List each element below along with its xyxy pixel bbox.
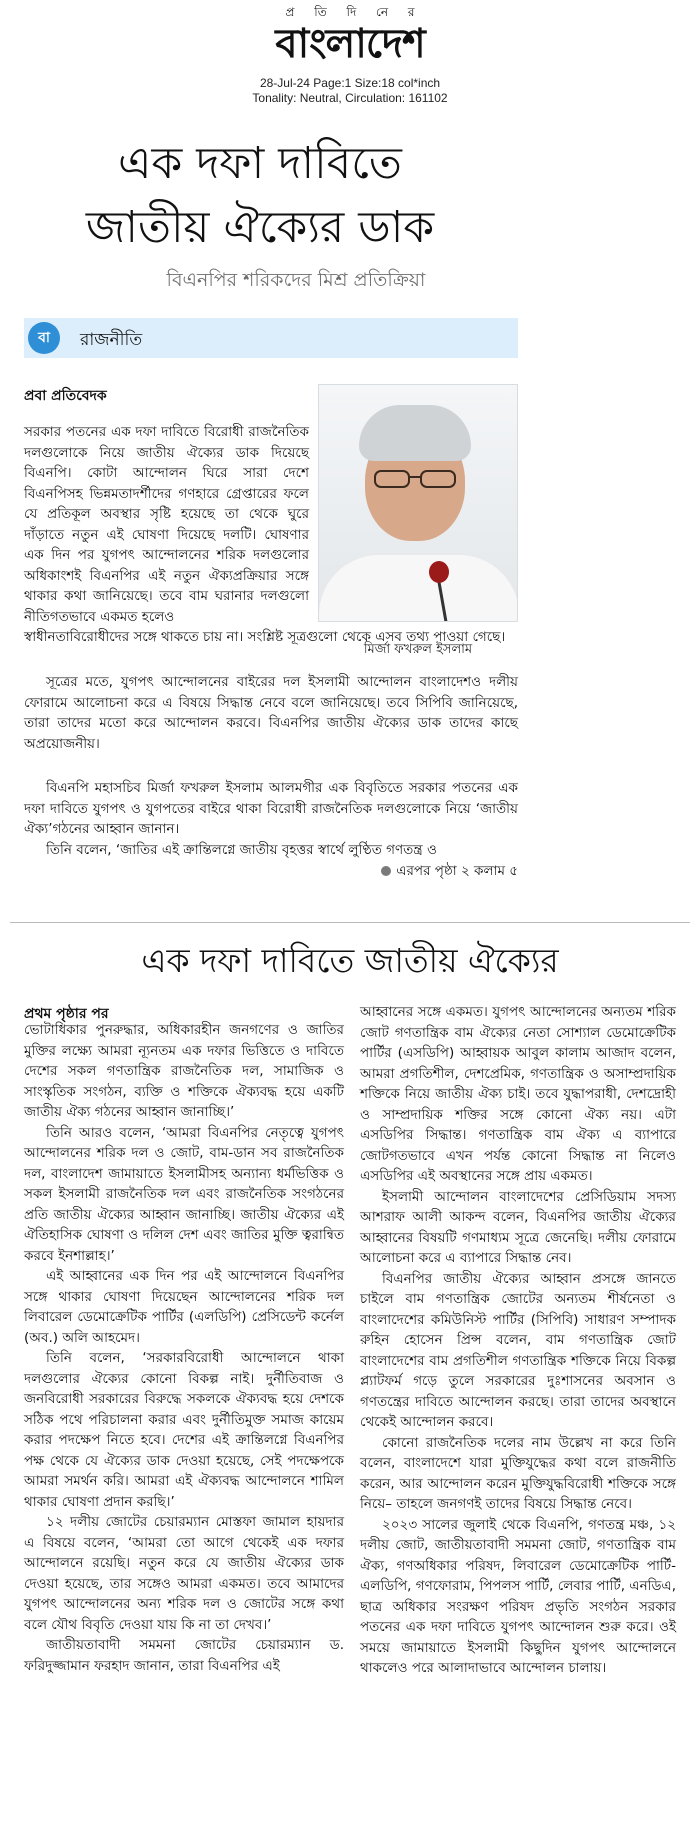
article2-right-paragraph: কোনো রাজনৈতিক দলের নাম উল্লেখ না করে তিনি বলেন, বাংলাদেশে যারা মুক্তিযুদ্ধের কথা বলে রাজনীতি করেন, আর আন্দোলন করেন মুক্তিযুদ্ধবিরোধী শক্তিকে সঙ্গে নিয়ে– তাহলে জনগণই তাদের বিষয়ে সিদ্ধান্ত নেবে। — [360, 1434, 676, 1512]
article1-deck: বিএনপির শরিকদের মিশ্র প্রতিক্রিয়া — [166, 269, 426, 291]
article2-right-paragraph: আহ্বানের সঙ্গে একমত। যুগপৎ আন্দোলনের অন্যতম শরিক জোট গণতান্ত্রিক বাম ঐক্যের নেতা সোশ্যাল ডেমোক্রেটিক পার্টির (এসডিপি) আহ্বায়ক আবুল কালাম আজাদ বলেন, আমরা প্রগতিশীল, দেশপ্রেমিক, গণতান্ত্রিক ও অসাম্প্রদায়িক শক্তিকে নিয়ে জাতীয় ঐক্য চাই। তবে যুদ্ধাপরাধী, দেশদ্রোহী ও সাম্প্রদায়িক শক্তির সঙ্গে কোনো ঐক্য নয়। এটা এসডিপির সিদ্ধান্ত। গণতান্ত্রিক বাম ঐক্য এ ব্যাপারে জোটগতভাবে এখন পর্যন্ত কোনো সিদ্ধান্ত না নিলেও এসডিপির এই অবস্থানের সঙ্গে প্রায় একমত। — [360, 1004, 676, 1184]
article1-paragraph-2: সূত্রের মতে, যুগপৎ আন্দোলনের বাইরের দল ইসলামী আন্দোলন বাংলাদেশও দলীয় ফোরামে আলোচনা করে এ বিষয়ে সিদ্ধান্ত নেবে বলে জানিয়েছে। তবে সিপিবি জানিয়েছে, তারা তাদের মতো করে আন্দোলন করবে। বিএনপির জাতীয় ঐক্যের ডাক তাদের কাছে অপ্রয়োজনীয়। — [24, 674, 518, 752]
bullet-dot-icon — [381, 866, 391, 876]
article2-left-paragraph: এই আহ্বানের এক দিন পর এই আন্দোলনে বিএনপির সঙ্গে থাকার ঘোষণা দিয়েছেন আন্দোলনের শরিক দল লিবারেল ডেমোক্রেটিক পার্টির (এলডিপি) প্রেসিডেন্ট কর্নেল (অব.) অলি আহমেদ। — [24, 1268, 344, 1346]
continuation-text: এরপর পৃষ্ঠা ২ কলাম ৫ — [396, 863, 518, 879]
article2-left-column — [24, 1020, 344, 1676]
meta-line-1: 28-Jul-24 Page:1 Size:18 col*inch — [259, 76, 441, 90]
article1-paragraph-3: বিএনপি মহাসচিব মির্জা ফখরুল ইসলাম আলমগীর এক বিবৃতিতে সরকার পতনের এক দফা দাবিতে যুগপৎ ও যুগপতের বাইরে থাকা বিরোধী রাজনৈতিক দলগুলোকে নিয়ে ‘জাতীয় ঐক্য’গঠনের আহ্বান জানান। — [24, 780, 518, 837]
microphone-icon — [429, 561, 449, 583]
article2-continued-label: প্রথম পৃষ্ঠার পর — [24, 1006, 109, 1022]
portrait-photo — [318, 384, 518, 622]
headline-line-2: জাতীয় ঐক্যের ডাক — [85, 202, 435, 253]
masthead — [0, 4, 700, 66]
photo-caption: মির্জা ফখরুল ইসলাম — [363, 642, 473, 657]
meta-line-2: Tonality: Neutral, Circulation: 161102 — [252, 91, 448, 105]
article2-right-column — [360, 1002, 676, 1679]
article2-left-paragraph: তিনি বলেন, ‘সরকারবিরোধী আন্দোলনে থাকা দলগুলোর ঐক্যের কোনো বিকল্প নাই। দুর্নীতিবাজ ও জনবিরোধী সরকারের বিরুদ্ধে সকলকে ঐক্যবদ্ধ হয়ে দেশকে সঠিক পথে পরিচালনা করার এবং দুর্নীতিমুক্ত সমাজ কায়েম করার পদক্ষেপ নিতে হবে। দেশের এই ক্রান্তিলগ্নে বিএনপির পক্ষ থেকে যে ঐক্যের ডাক দেওয়া হয়েছে, সেই পদক্ষেপকে আমরা সমর্থন করি। আমরা এই ঐক্যবদ্ধ আন্দোলনে শামিল থাকার ঘোষণা প্রদান করছি।’ — [24, 1350, 344, 1510]
article1-paragraph-4: তিনি বলেন, ‘জাতির এই ক্রান্তিলগ্নে জাতীয় বৃহত্তর স্বার্থে লুণ্ঠিত গণতন্ত্র ও — [46, 842, 437, 858]
article1-paragraph-1-end: স্বাধীনতাবিরোধীদের সঙ্গে থাকতে চায় না। সংশ্লিষ্ট সূত্রগুলো থেকে এসব তথ্য পাওয়া গেছে। — [24, 629, 506, 645]
section-badge-icon: বা — [28, 322, 60, 354]
portrait-hair — [359, 405, 471, 461]
article2-left-paragraph: তিনি আরও বলেন, ‘আমরা বিএনপির নেতৃত্বে যুগপৎ আন্দোলনের শরিক দল ও জোট, বাম-ডান সব রাজনৈতিক দল, বাংলাদেশ জামায়াতে ইসলামীসহ অন্যান্য ধর্মভিত্তিক ও সকল ইসলামী রাজনৈতিক দল এবং রাজনৈতিক সংগঠনের প্রতি জাতীয় ঐক্যের আহ্বান জানাচ্ছি। জাতীয় ঐক্যের এই ঐতিহাসিক ঘোষণা ও দলিল দেশ এবং জাতির মুক্তি ত্বরান্বিত করবে ইনশাল্লাহ।’ — [24, 1124, 344, 1264]
portrait-shirt — [319, 555, 518, 622]
section-label: রাজনীতি — [80, 330, 143, 350]
article2-left-paragraph: ভোটাধিকার পুনরুদ্ধার, অধিকারহীন জনগণের ও জাতির মুক্তির লক্ষ্যে আমরা ন্যূনতম এক দফার ভিত্তিতে ও দাবিতে দেশের সকল গণতান্ত্রিক রাজনৈতিক দল, সামাজিক ও সাংস্কৃতিক সংগঠন, ব্যক্তি ও শক্তিকে ঐক্যবদ্ধ হয়ে একটি জাতীয় ঐক্য গঠনের আহ্বান জানাচ্ছি।’ — [24, 1022, 344, 1120]
masthead-name: বাংলাদেশ — [275, 21, 425, 67]
continuation-note — [340, 860, 518, 883]
article1-paragraph-1: সরকার পতনের এক দফা দাবিতে বিরোধী রাজনৈতিক দলগুলোকে নিয়ে জাতীয় ঐক্যের ডাক দিয়েছে বিএনপি। কোটা আন্দোলন ঘিরে সারা দেশে বিএনপিসহ ভিন্নমতাদর্শীদের গণহারে গ্রেপ্তারের ফলে যে প্রতিকূল অবস্থার সৃষ্টি হয়েছে তা থেকে ঘুরে দাঁড়াতে নতুন এই ঘোষণা দিয়েছে দলটি। ঘোষণার এক দিন পর যুগপৎ আন্দোলনের শরিক দলগুলোর অধিকাংশই বিএনপির এই নতুন ঐক্যপ্রক্রিয়ার সঙ্গে থাকার কথা জানিয়েছে। তবে বাম ঘরানার দলগুলো নীতিগতভাবে একমত হলেও — [24, 424, 309, 625]
masthead-kicker: প্র তি দি নে র — [285, 5, 423, 19]
article2-left-paragraph: ১২ দলীয় জোটের চেয়ারম্যান মোস্তফা জামাল হায়দার এ বিষয়ে বলেন, ‘আমরা তো আগে থেকেই এক দফার আন্দোলনে রয়েছি। নতুন করে যে জাতীয় ঐক্যের ডাক দেওয়া হয়েছে, তার সঙ্গেও আমরা একমত। তবে আমাদের যুগপৎ আন্দোলনের অন্য শরিক দল ও জোটের সঙ্গে কথা বলে যৌথ বিবৃতি দেওয়া যায় কি না তা দেখব।’ — [24, 1514, 344, 1633]
section-bar — [24, 318, 518, 358]
article2-right-paragraph: ২০২৩ সালের জুলাই থেকে বিএনপি, গণতন্ত্র মঞ্চ, ১২ দলীয় জোট, জাতীয়তাবাদী সমমনা জোট, গণতান্ত্রিক বাম ঐক্য, গণঅধিকার পরিষদ, লিবারেল ডেমোক্রেটিক পার্টি- এলডিপি, গণফোরাম, পিপলস পার্টি, লেবার পার্টি, এনডিএ, ছাত্র অধিকার সংরক্ষণ পরিষদ প্রভৃতি সংগঠন সরকার পতনের এক দফা দাবিতে যুগপৎ আন্দোলন শুরু করে। ওই সময়ে জামায়াতে ইসলামী কিছুদিন যুগপৎ আন্দোলনে থাকলেও পরে আলাদাভাবে আন্দোলন চালায়। — [360, 1516, 676, 1676]
article-divider — [10, 922, 690, 923]
article2-right-paragraph: বিএনপির জাতীয় ঐক্যের আহ্বান প্রসঙ্গে জানতে চাইলে বাম গণতান্ত্রিক জোটের অন্যতম শীর্ষনেতা ও বাংলাদেশের কমিউনিস্ট পার্টির (সিপিবি) সাধারণ সম্পাদক রুহিন হোসেন প্রিন্স বলেন, বাম গণতান্ত্রিক জোট বাংলাদেশের বাম প্রগতিশীল গণতান্ত্রিক শক্তিকে নিয়ে বিকল্প প্ল্যাটফর্ম গড়ে তুলে সরকারের দুঃশাসনের অবসান ও গণতন্ত্রের দাবিতে আন্দোলন করছে। তারা তাদের অবস্থানে থেকেই আন্দোলন করবে। — [360, 1270, 676, 1430]
article1-headline — [20, 132, 500, 260]
headline-line-1: এক দফা দাবিতে — [118, 138, 402, 189]
article2-headline: এক দফা দাবিতে জাতীয় ঐক্যের — [141, 941, 559, 980]
article2-left-paragraph: জাতীয়তাবাদী সমমনা জোটের চেয়ারম্যান ড. ফরিদুজ্জামান ফরহাদ জানান, তারা বিএনপির এই — [24, 1637, 344, 1674]
article2-right-paragraph: ইসলামী আন্দোলন বাংলাদেশের প্রেসিডিয়াম সদস্য আশরাফ আলী আকন্দ বলেন, বিএনপির জাতীয় ঐক্যের আহ্বানের বিষয়টি গণমাধ্যম সূত্রে জেনেছি। দলীয় ফোরামে আলোচনা করে এ ব্যাপারে সিদ্ধান্ত নেব। — [360, 1188, 676, 1266]
glasses-icon — [373, 469, 457, 489]
clipping-meta — [0, 76, 700, 106]
byline: প্রবা প্রতিবেদক — [24, 388, 107, 404]
